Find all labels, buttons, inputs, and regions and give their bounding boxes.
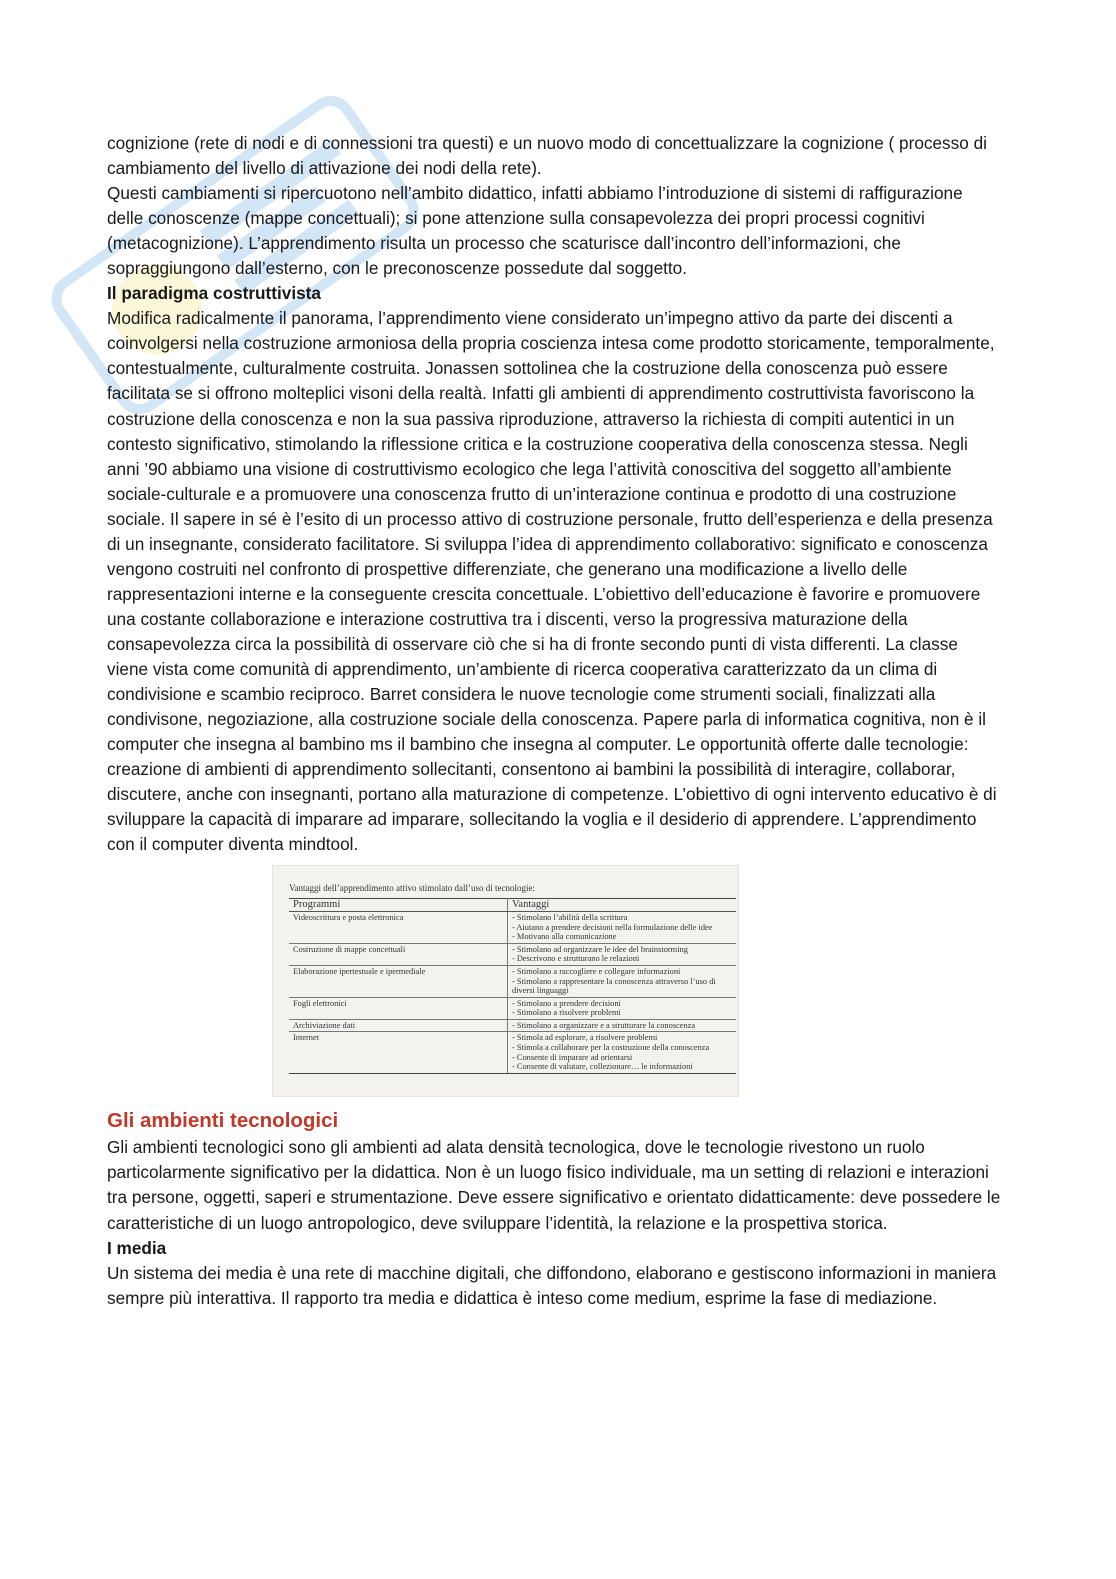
- section-title: Gli ambienti tecnologici: [107, 1109, 339, 1133]
- subheading-costruttivista: Il paradigma costruttivista: [107, 283, 321, 304]
- table-cell-program: Costruzione di mappe concettuali: [289, 943, 508, 965]
- table-cell-benefits: - Stimolano l’abilità della scrittura - Aiutano a prendere decisioni nella formulazione delle idee - Motivano alla comunicazione: [508, 911, 737, 943]
- paragraph: cognizione (rete di nodi e di connessioni tra questi) e un nuovo modo di concettualizzare la cognizione ( processo di cambiamento del livello di attivazione dei nodi della rete).: [107, 133, 987, 179]
- subheading-media: I media: [107, 1237, 167, 1258]
- table-row: [289, 997, 736, 1019]
- column-header-vantaggi: Vantaggi: [508, 899, 737, 912]
- table-row: [289, 943, 736, 965]
- table-cell-benefits: - Stimolano ad organizzare le idee del brainstorming - Descrivono e strutturano le relazioni: [508, 943, 737, 965]
- paragraph: Gli ambienti tecnologici sono gli ambienti ad alata densità tecnologica, dove le tecnologie rivestono un ruolo particolarmente significativo per la didattica. Non è un luogo fisico individuale, ma un setting di relazioni e interazioni tra persone, oggetti, saperi e strumentazione. Deve essere significativo e orientato didatticamente: deve possedere le caratteristiche di un luogo antropologico, deve sviluppare l’identità, la relazione e la prospettiva storica.: [107, 1137, 1001, 1233]
- paragraph: Modifica radicalmente il panorama, l’apprendimento viene considerato un’impegno attivo da parte dei discenti a coinvolgersi nella costruzione armoniosa della propria coscienza intesa come prodotto storicamente, temporalmente, contestualmente, culturalmente costruita. Jonassen sottolinea che la costruzione della conoscenza può essere facilitata se si offrono molteplici visoni della realtà. Infatti gli ambienti di apprendimento costruttivista favoriscono la costruzione della conoscenza e non la sua passiva riproduzione, attraverso la richiesta di compiti autentici in un contesto significativo, stimolando la riflessione critica e la costruzione cooperativa della conoscenza stessa. Negli anni ’90 abbiamo una visione di costruttivismo ecologico che lega l’attività conoscitiva del soggetto all’ambiente sociale-culturale e a promuovere una conoscenza frutto di un’interazione continua e prodotto di una costruzione sociale. Il sapere in sé è l’esito di un processo attivo di costruzione personale, frutto dell’esperienza e della presenza di un insegnante, considerato facilitatore. Si sviluppa l’idea di apprendimento collaborativo: significato e conoscenza vengono costruiti nel confronto di prospettive differenziate, che generano una modificazione a livello delle rappresentazioni interne e la conseguente crescita concettuale. L’obiettivo dell’educazione è favorire e promuovere una costante collaborazione e interazione costruttiva tra i discenti, verso la progressiva maturazione della consapevolezza circa la possibilità di osservare ciò che si ha di fronte secondo punti di vista differenti. La classe viene vista come comunità di apprendimento, un’ambiente di ricerca cooperativa caratterizzato da un clima di condivisione e scambio reciproco. Barret considera le nuove tecnologie come strumenti sociali, finalizzati alla condivisone, negoziazione, alla costruzione sociale della conoscenza. Papere parla di informatica cognitiva, non è il computer che insegna al bambino ms il bambino che insegna al computer. Le opportunità offerte dalle tecnologie: creazione di ambienti di apprendimento sollecitanti, consentono ai bambini la possibilità di interagire, collaborar, discutere, anche con insegnanti, portano alla maturazione di competenze. L’obiettivo di ogni intervento educativo è di sviluppare la capacità di imparare ad imparare, sollecitando la voglia e il desiderio di apprendere. L’apprendimento con il computer diventa mindtool.: [107, 308, 997, 855]
- table-cell-program: Elaborazione ipertestuale e ipermediale: [289, 965, 508, 997]
- document-body: [107, 131, 1002, 1311]
- table-figure: [272, 865, 739, 1097]
- table-row: [289, 1019, 736, 1032]
- table-cell-benefits: - Stimolano a raccogliere e collegare informazioni - Stimolano a rappresentare la conoscenza attraverso l’uso di diversi linguaggi: [508, 965, 737, 997]
- table-row: [289, 965, 736, 997]
- table-cell-program: Fogli elettronici: [289, 997, 508, 1019]
- paragraph: Un sistema dei media è una rete di macchine digitali, che diffondono, elaborano e gestiscono informazioni in maniera sempre più interattiva. Il rapporto tra media e didattica è inteso come medium, esprime la fase di mediazione.: [107, 1262, 997, 1308]
- table-row: [289, 911, 736, 943]
- paragraph: Questi cambiamenti si ripercuotono nell’ambito didattico, infatti abbiamo l’introduzione di sistemi di raffigurazione delle conoscenze (mappe concettuali); si pone attenzione sulla consapevolezza dei propri processi cognitivi (metacognizione). L’apprendimento risulta un processo che scaturisce dall’incontro dell’informazioni, che sopraggiungono dall’esterno, con le preconoscenze possedute dal soggetto.: [107, 183, 963, 279]
- table-row: [289, 1032, 736, 1073]
- figure-caption: Vantaggi dell’apprendimento attivo stimolato dall’uso di tecnologie:: [289, 883, 535, 894]
- table-cell-program: Videoscrittura e posta elettronica: [289, 911, 508, 943]
- table-cell-program: Internet: [289, 1032, 508, 1073]
- table-cell-program: Archiviazione dati: [289, 1019, 508, 1032]
- table-cell-benefits: - Stimola ad esplorare, a risolvere problemi - Stimola a collaborare per la costruzione della conoscenza - Consente di imparare ad orientarsi - Consente di valutare, collezionare… le informazioni: [508, 1032, 737, 1073]
- column-header-programmi: Programmi: [289, 899, 508, 912]
- advantages-table: [289, 898, 736, 1074]
- table-cell-benefits: - Stimolano a prendere decisioni - Stimolano a risolvere problemi: [508, 997, 737, 1019]
- table-cell-benefits: - Stimolano a organizzare e a strutturare la conoscenza: [508, 1019, 737, 1032]
